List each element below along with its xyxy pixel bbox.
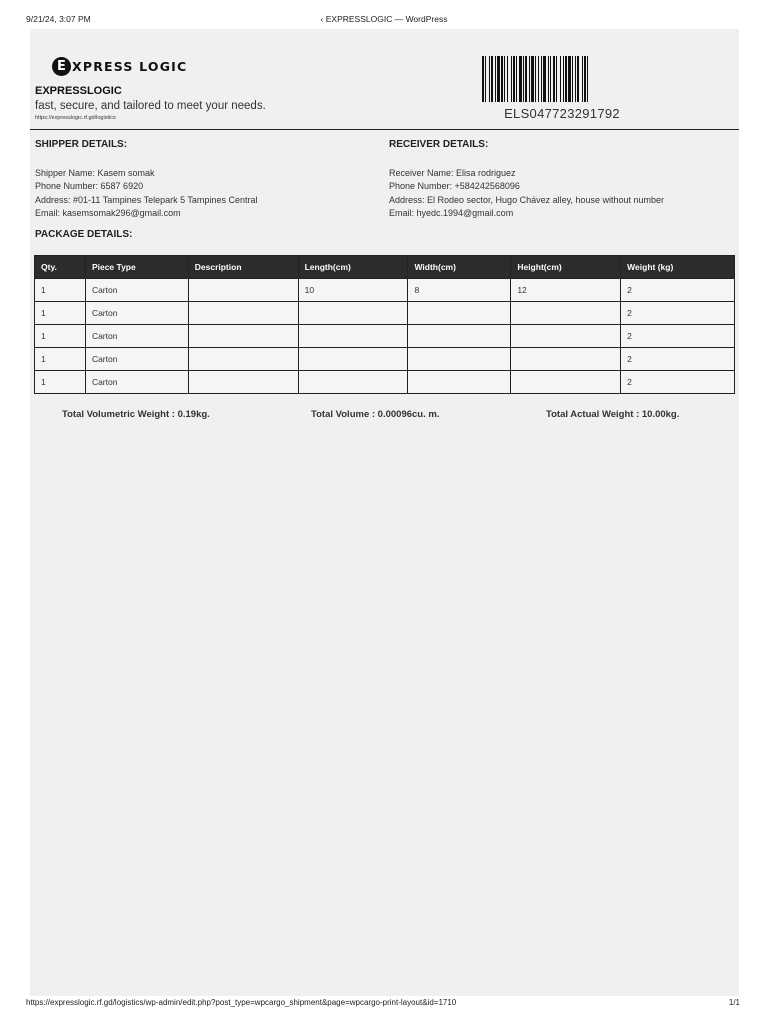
cell-height [511, 325, 621, 348]
cell-description [188, 302, 298, 325]
print-datetime: 9/21/24, 3:07 PM [26, 14, 91, 24]
cell-height: 12 [511, 279, 621, 302]
barcode-image [482, 56, 642, 102]
company-tagline: fast, secure, and tailored to meet your needs. [35, 100, 266, 112]
logo-wordmark: XPRESS LOGIC [72, 58, 188, 74]
table-row [35, 371, 735, 394]
cell-description [188, 371, 298, 394]
cell-weight: 2 [621, 302, 735, 325]
cell-description [188, 325, 298, 348]
cell-weight: 2 [621, 371, 735, 394]
shipment-label-sheet [30, 29, 739, 996]
print-url: https://expresslogic.rf.gd/logistics/wp-admin/edit.php?post_type=wpcargo_shipment&page=wpcargo-print-layout&id=1710 [26, 998, 457, 1007]
cell-piece-type: Carton [85, 325, 188, 348]
table-row [35, 325, 735, 348]
column-header-length: Length(cm) [298, 256, 408, 279]
shipper-phone: Phone Number: 6587 6920 [35, 181, 144, 191]
cell-piece-type: Carton [85, 279, 188, 302]
receiver-address: Address: El Rodeo sector, Hugo Chávez alley, house without number [389, 195, 664, 205]
column-header-height: Height(cm) [511, 256, 621, 279]
company-url: https://expresslogic.rf.gd/logistics [35, 115, 116, 121]
shipper-address: Address: #01-11 Tampines Telepark 5 Tampines Central [35, 195, 258, 205]
page-number: 1/1 [728, 998, 740, 1007]
total-volumetric-weight: Total Volumetric Weight : 0.19kg. [62, 409, 210, 420]
header-divider [30, 129, 739, 130]
cell-height [511, 348, 621, 371]
cell-piece-type: Carton [85, 371, 188, 394]
cell-height [511, 371, 621, 394]
column-header-qty: Qty. [35, 256, 86, 279]
cell-piece-type: Carton [85, 302, 188, 325]
total-actual-weight: Total Actual Weight : 10.00kg. [546, 409, 680, 420]
cell-length: 10 [298, 279, 408, 302]
cell-description [188, 279, 298, 302]
total-volume: Total Volume : 0.00096cu. m. [311, 409, 440, 420]
cell-length [298, 302, 408, 325]
table-row [35, 279, 735, 302]
cell-weight: 2 [621, 325, 735, 348]
tracking-number: ELS047723291792 [504, 106, 620, 121]
company-name: EXPRESSLOGIC [35, 85, 122, 97]
cell-description [188, 348, 298, 371]
company-logo [52, 55, 187, 77]
cell-qty: 1 [35, 348, 86, 371]
receiver-details-title: RECEIVER DETAILS: [389, 139, 489, 150]
column-header-piece-type: Piece Type [85, 256, 188, 279]
cell-width [408, 371, 511, 394]
receiver-email: Email: hyedc.1994@gmail.com [389, 208, 514, 218]
cell-weight: 2 [621, 348, 735, 371]
logo-mark-icon: E [52, 57, 71, 76]
receiver-phone: Phone Number: +584242568096 [389, 181, 520, 191]
print-header [26, 14, 742, 26]
cell-piece-type: Carton [85, 348, 188, 371]
cell-qty: 1 [35, 325, 86, 348]
shipper-email: Email: kasemsomak296@gmail.com [35, 208, 181, 218]
table-row [35, 348, 735, 371]
column-header-description: Description [188, 256, 298, 279]
cell-height [511, 302, 621, 325]
cell-width [408, 348, 511, 371]
cell-width [408, 325, 511, 348]
shipper-details-title: SHIPPER DETAILS: [35, 139, 128, 150]
package-details-title: PACKAGE DETAILS: [35, 229, 133, 240]
cell-width [408, 302, 511, 325]
cell-length [298, 371, 408, 394]
table-header-row [35, 256, 735, 279]
cell-qty: 1 [35, 279, 86, 302]
cell-width: 8 [408, 279, 511, 302]
cell-qty: 1 [35, 302, 86, 325]
package-table [34, 255, 735, 394]
print-footer [26, 998, 742, 1010]
column-header-width: Width(cm) [408, 256, 511, 279]
cell-weight: 2 [621, 279, 735, 302]
print-page-title: ‹ EXPRESSLOGIC — WordPress [320, 14, 448, 24]
column-header-weight: Weight (kg) [621, 256, 735, 279]
table-row [35, 302, 735, 325]
shipper-name: Shipper Name: Kasem somak [35, 168, 155, 178]
cell-length [298, 325, 408, 348]
cell-length [298, 348, 408, 371]
receiver-name: Receiver Name: Elisa rodriguez [389, 168, 516, 178]
cell-qty: 1 [35, 371, 86, 394]
